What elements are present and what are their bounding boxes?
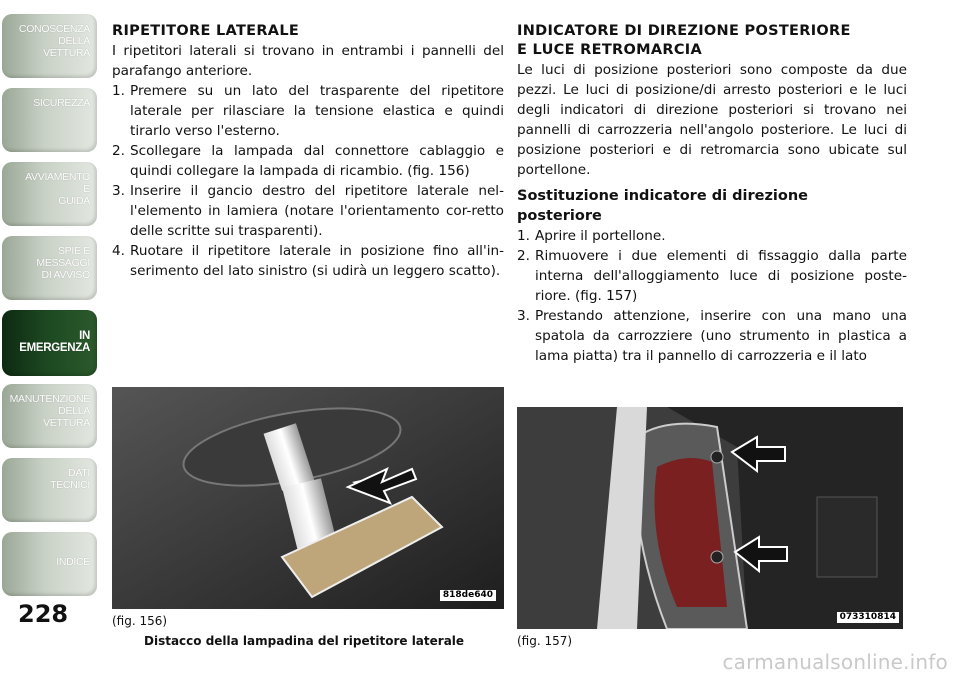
figure-label: (fig. 157) — [517, 634, 573, 648]
section-heading: INDICATORE DI DIREZIONE POSTERIORE — [517, 23, 851, 39]
step-text: Inserire il gancio destro del ripetitore laterale nel-l'elemento in lamiera (notare l'orientamento cor-retto delle scritte sui trasparenti). — [130, 183, 504, 239]
right-column — [517, 22, 907, 366]
list-item — [112, 141, 504, 181]
list-item — [517, 306, 907, 366]
tab-indice[interactable]: INDICE — [2, 532, 97, 596]
figure-label: (fig. 156) — [112, 614, 168, 628]
chapter-tabs — [0, 0, 100, 610]
tab-conoscenza[interactable]: CONOSCENZA DELLA VETTURA — [2, 14, 97, 78]
subsection-heading-line2: posteriore — [517, 208, 602, 224]
step-number: 2. — [517, 248, 530, 264]
list-item — [112, 241, 504, 281]
tab-spie[interactable]: SPIE E MESSAGGI DI AVVISO — [2, 236, 97, 300]
step-number: 1. — [112, 83, 125, 99]
figure-156-image — [112, 387, 504, 609]
step-number: 4. — [112, 243, 125, 259]
section-heading: RIPETITORE LATERALE — [112, 23, 300, 39]
list-item — [517, 246, 907, 306]
figure-code: 818de640 — [440, 590, 496, 601]
steps-list — [517, 226, 907, 366]
figure-caption: Distacco della lampadina del ripetitore laterale — [144, 634, 465, 648]
step-number: 3. — [112, 183, 125, 199]
step-text: Aprire il portellone. — [535, 228, 666, 244]
step-text: Prestando attenzione, inserire con una mano una spatola da carrozziere (uno strumento in plastica a lama piatta) tra il pannello di carrozzeria e il lato — [535, 308, 907, 364]
tab-avviamento[interactable]: AVVIAMENTO E GUIDA — [2, 162, 97, 226]
steps-list — [112, 81, 504, 281]
step-number: 2. — [112, 143, 125, 159]
tab-sicurezza[interactable]: SICUREZZA — [2, 88, 97, 152]
intro-paragraph: Le luci di posizione posteriori sono composte da due pezzi. Le luci di posizione/di arresto posteriori e le luci degli indicatori di direzione posteriori si trovano nei pannelli di carrozzeria nell'angolo posteriore. Le luci di posizione posteriori e di retromarcia sono ubicate sul portellone. — [517, 62, 907, 178]
list-item — [517, 226, 907, 246]
rear-light-illustration — [517, 407, 903, 629]
watermark: carmanualsonline.info — [722, 650, 948, 674]
tab-dati-tecnici[interactable]: DATI TECNICI — [2, 458, 97, 522]
list-item — [112, 181, 504, 241]
step-text: Rimuovere i due elementi di fissaggio dalla parte interna dell'alloggiamento luce di posizione poste-riore. (fig. 157) — [535, 248, 907, 304]
tab-emergenza[interactable]: IN EMERGENZA — [2, 310, 97, 376]
figure-157-image — [517, 407, 903, 629]
section-heading-line2: E LUCE RETROMARCIA — [517, 42, 702, 58]
page-number: 228 — [18, 600, 69, 628]
step-text: Ruotare il ripetitore laterale in posizione fino all'in-serimento del lato sinistro (si udirà un leggero scatto). — [130, 243, 504, 279]
subsection-heading: Sostituzione indicatore di direzione — [517, 188, 808, 204]
list-item — [112, 81, 504, 141]
step-number: 3. — [517, 308, 530, 324]
tab-manutenzione[interactable]: MANUTENZIONE DELLA VETTURA — [2, 384, 97, 448]
figure-code: 073310814 — [837, 612, 899, 623]
left-column — [112, 22, 504, 281]
step-number: 1. — [517, 228, 530, 244]
side-repeater-illustration — [112, 387, 504, 609]
intro-paragraph: I ripetitori laterali si trovano in entrambi i pannelli del parafango anteriore. — [112, 43, 504, 79]
step-text: Premere su un lato del trasparente del ripetitore laterale per rilasciare la tensione elastica e quindi tirarlo verso l'esterno. — [130, 83, 504, 139]
step-text: Scollegare la lampada dal connettore cablaggio e quindi collegare la lampada di ricambio. (fig. 156) — [130, 143, 504, 179]
